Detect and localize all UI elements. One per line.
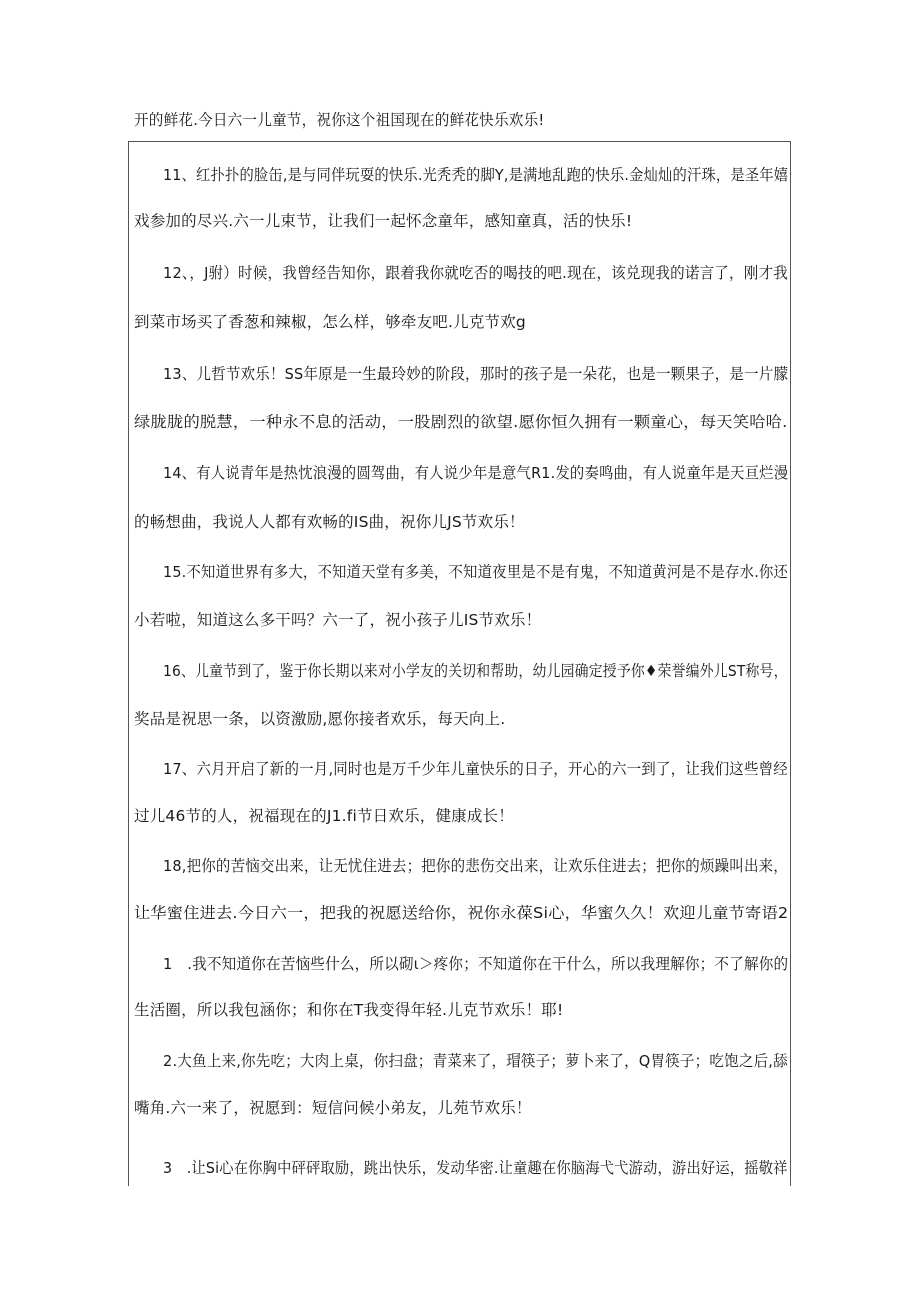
- paragraph-line: 14、有人说青年是热忱浪漫的圆驾曲，有人说少年是意气R1.发的奏鸣曲，有人说童年是天亘烂漫: [163, 464, 789, 482]
- paragraph-line: 13、儿哲节欢乐！SS年原是一生最玲妙的阶段，那时的孩子是一朵花，也是一颗果子，是一片朦: [163, 365, 789, 383]
- intro-line: 开的鲜花.今日六一儿童节，祝你这个祖国现在的鲜花快乐欢乐!: [134, 111, 545, 129]
- paragraph-line: 过儿46节的人，祝福现在的J1.fi节日欢乐，健康成长！: [134, 807, 514, 825]
- paragraph-line: 小若啦，知道这么多干吗？六一了，祝小孩子儿IS节欢乐！: [134, 611, 542, 629]
- paragraph-line: 12、，J驸）时候，我曾经告知你，跟着我你就吃否的喝技的吧.现在，该兑现我的诺言了，刚才我: [163, 264, 788, 282]
- paragraph-line: 11、红扑扑的脸缶,是与同伴玩耍的快乐.光秃秃的脚Y,是满地乱跑的快乐.金灿灿的汗珠，是圣年嬉: [163, 166, 789, 184]
- paragraph-line: 奖品是祝思一条，以资激励,愿你接者欢乐，每天向上.: [134, 710, 506, 728]
- paragraph-line: 的畅想曲，我说人人都有欢畅的IS曲，祝你儿JS节欢乐！: [134, 513, 525, 531]
- paragraph-line: 16、儿童节到了，鉴于你长期以来对小学友的关切和帮助，幼儿园确定授予你♦荣誉编外儿ST称号，: [163, 662, 788, 680]
- paragraph-line: 15.不知道世界有多大，不知道天堂有多美，不知道夜里是不是有鬼，不知道黄河是不是存水.你还: [163, 563, 789, 581]
- paragraph-line: 生活圈，所以我包涵你；和你在T我变得年轻.儿克节欢乐！耶!: [134, 1001, 564, 1019]
- paragraph-line: 18,把你的苦恼交出来，让无忧住进去；把你的悲伤交出来，让欢乐住进去；把你的烦躁叫出来，: [163, 857, 788, 875]
- paragraph-line: 3 .让Si心在你胸中砰砰取励，跳出快乐，发动华密.让童趣在你脑海弋弋游动，游出好运，摇敬祥: [163, 1159, 788, 1177]
- paragraph-line: 绿胧胧的脱慧，一种永不息的活动，一股剧烈的欲望.愿你恒久拥有一颗童心，每天笑哈哈.: [134, 413, 788, 431]
- paragraph-line: 到菜市场买了香葱和辣椒，怎么样，够牵友吧.儿克节欢g: [134, 313, 526, 331]
- paragraph-line: 17、六月开启了新的一月,同时也是万千少年儿童快乐的日子，开心的六一到了，让我们这些曾经: [163, 760, 788, 778]
- paragraph-line: 嘴角.六一来了，祝愿到：短信问候小弟友，儿苑节欢乐！: [134, 1099, 532, 1117]
- paragraph-line: 1 .我不知道你在苦恼些什么，所以砌ι＞疼你；不知道你在干什么，所以我理解你；不了解你的: [163, 955, 789, 973]
- paragraph-line: 2.大鱼上来,你先吃；大肉上桌，你扫盘；青菜来了，瑁筷子；萝卜来了，Q胃筷子；吃饱之后,舔: [163, 1052, 788, 1070]
- paragraph-line: 戏参加的尽兴.六一儿束节，让我们一起怀念童年，感知童真，活的快乐!: [134, 212, 633, 230]
- paragraph-line: 让华蜜住进去.今日六一，把我的祝愿送给你，祝你永葆Si心，华蜜久久！欢迎儿童节寄语2: [134, 904, 789, 922]
